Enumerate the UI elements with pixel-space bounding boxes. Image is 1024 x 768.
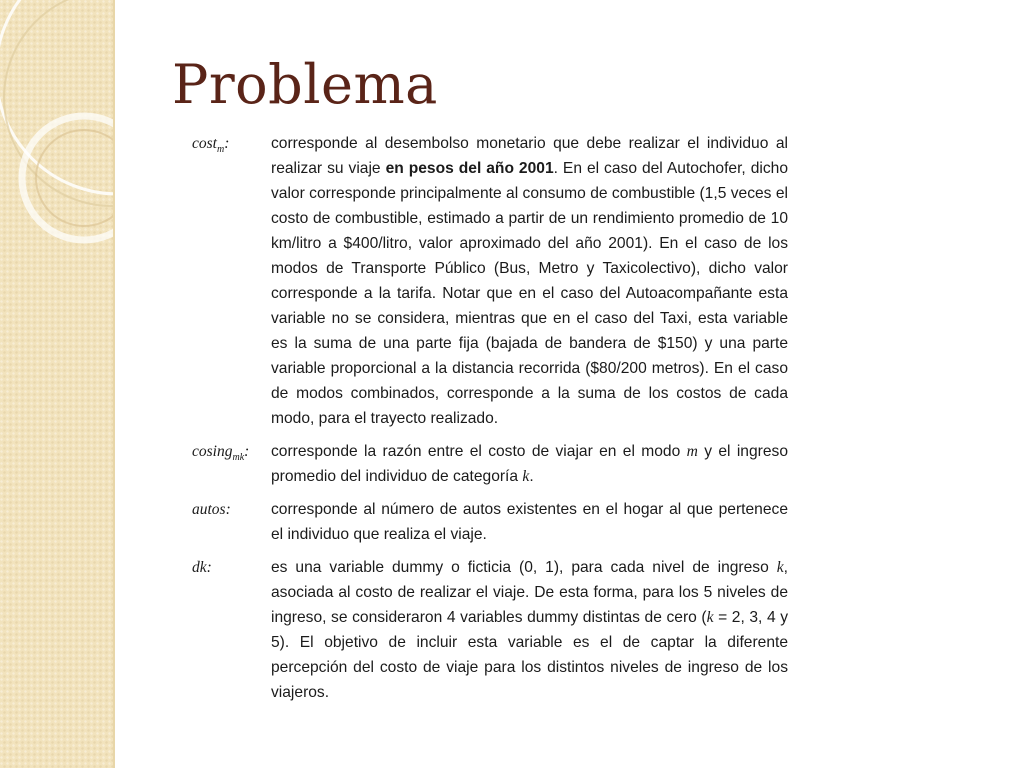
- decorative-circles: [0, 0, 114, 768]
- decorative-sidebar: [0, 0, 114, 768]
- definition-cosing: [192, 439, 788, 489]
- definition-term: cost$_m$:: [192, 135, 230, 156]
- definition-term: autos:: [192, 501, 231, 518]
- definition-text: es una variable dummy o ficticia (0, 1), para cada nivel de ingreso k, asociada al costo de realizar el viaje. De esta forma, para los 5 niveles de ingreso, se consideraron 4 variables dummy distintas de cero (k = 2, 3, 4 y 5). El objetivo de incluir esta variable es el de captar la diferente percepción del costo de viaje para los distintos niveles de ingreso de los viajeros.: [271, 559, 788, 701]
- sidebar-edge: [113, 0, 115, 768]
- definition-term: dk:: [192, 559, 212, 576]
- definition-text: corresponde al desembolso monetario que debe realizar el individuo al realizar su viaje en pesos del año 2001. En el caso del Autochofer, dicho valor corresponde principalmente al consumo de combustible (1,5 veces el costo de combustible, estimado a partir de un rendimiento promedio de 10 km/litro a $400/litro, valor aproximado del año 2001). En el caso de los modos de Transporte Público (Bus, Metro y Taxicolectivo), dicho valor corresponde a la tarifa. Notar que en el caso del Autoacompañante esta variable no se considera, mientras que en el caso del Taxi, esta variable es la suma de una parte fija (bajada de bandera de $150) y una parte variable proporcional a la distancia recorrida ($80/200 metros). En el caso de modos combinados, corresponde a la suma de los costos de cada modo, para el trayecto realizado.: [271, 135, 788, 427]
- slide-title: Problema: [172, 53, 438, 116]
- definition-term: cosing$_{mk}$:: [192, 443, 250, 464]
- definitions-list: [192, 131, 788, 713]
- definition-cost: [192, 131, 788, 431]
- definition-dk: [192, 555, 788, 705]
- definition-autos: [192, 497, 788, 547]
- definition-text: corresponde la razón entre el costo de viajar en el modo m y el ingreso promedio del individuo de categoría k.: [271, 443, 788, 485]
- definition-text: corresponde al número de autos existentes en el hogar al que pertenece el individuo que realiza el viaje.: [271, 501, 788, 543]
